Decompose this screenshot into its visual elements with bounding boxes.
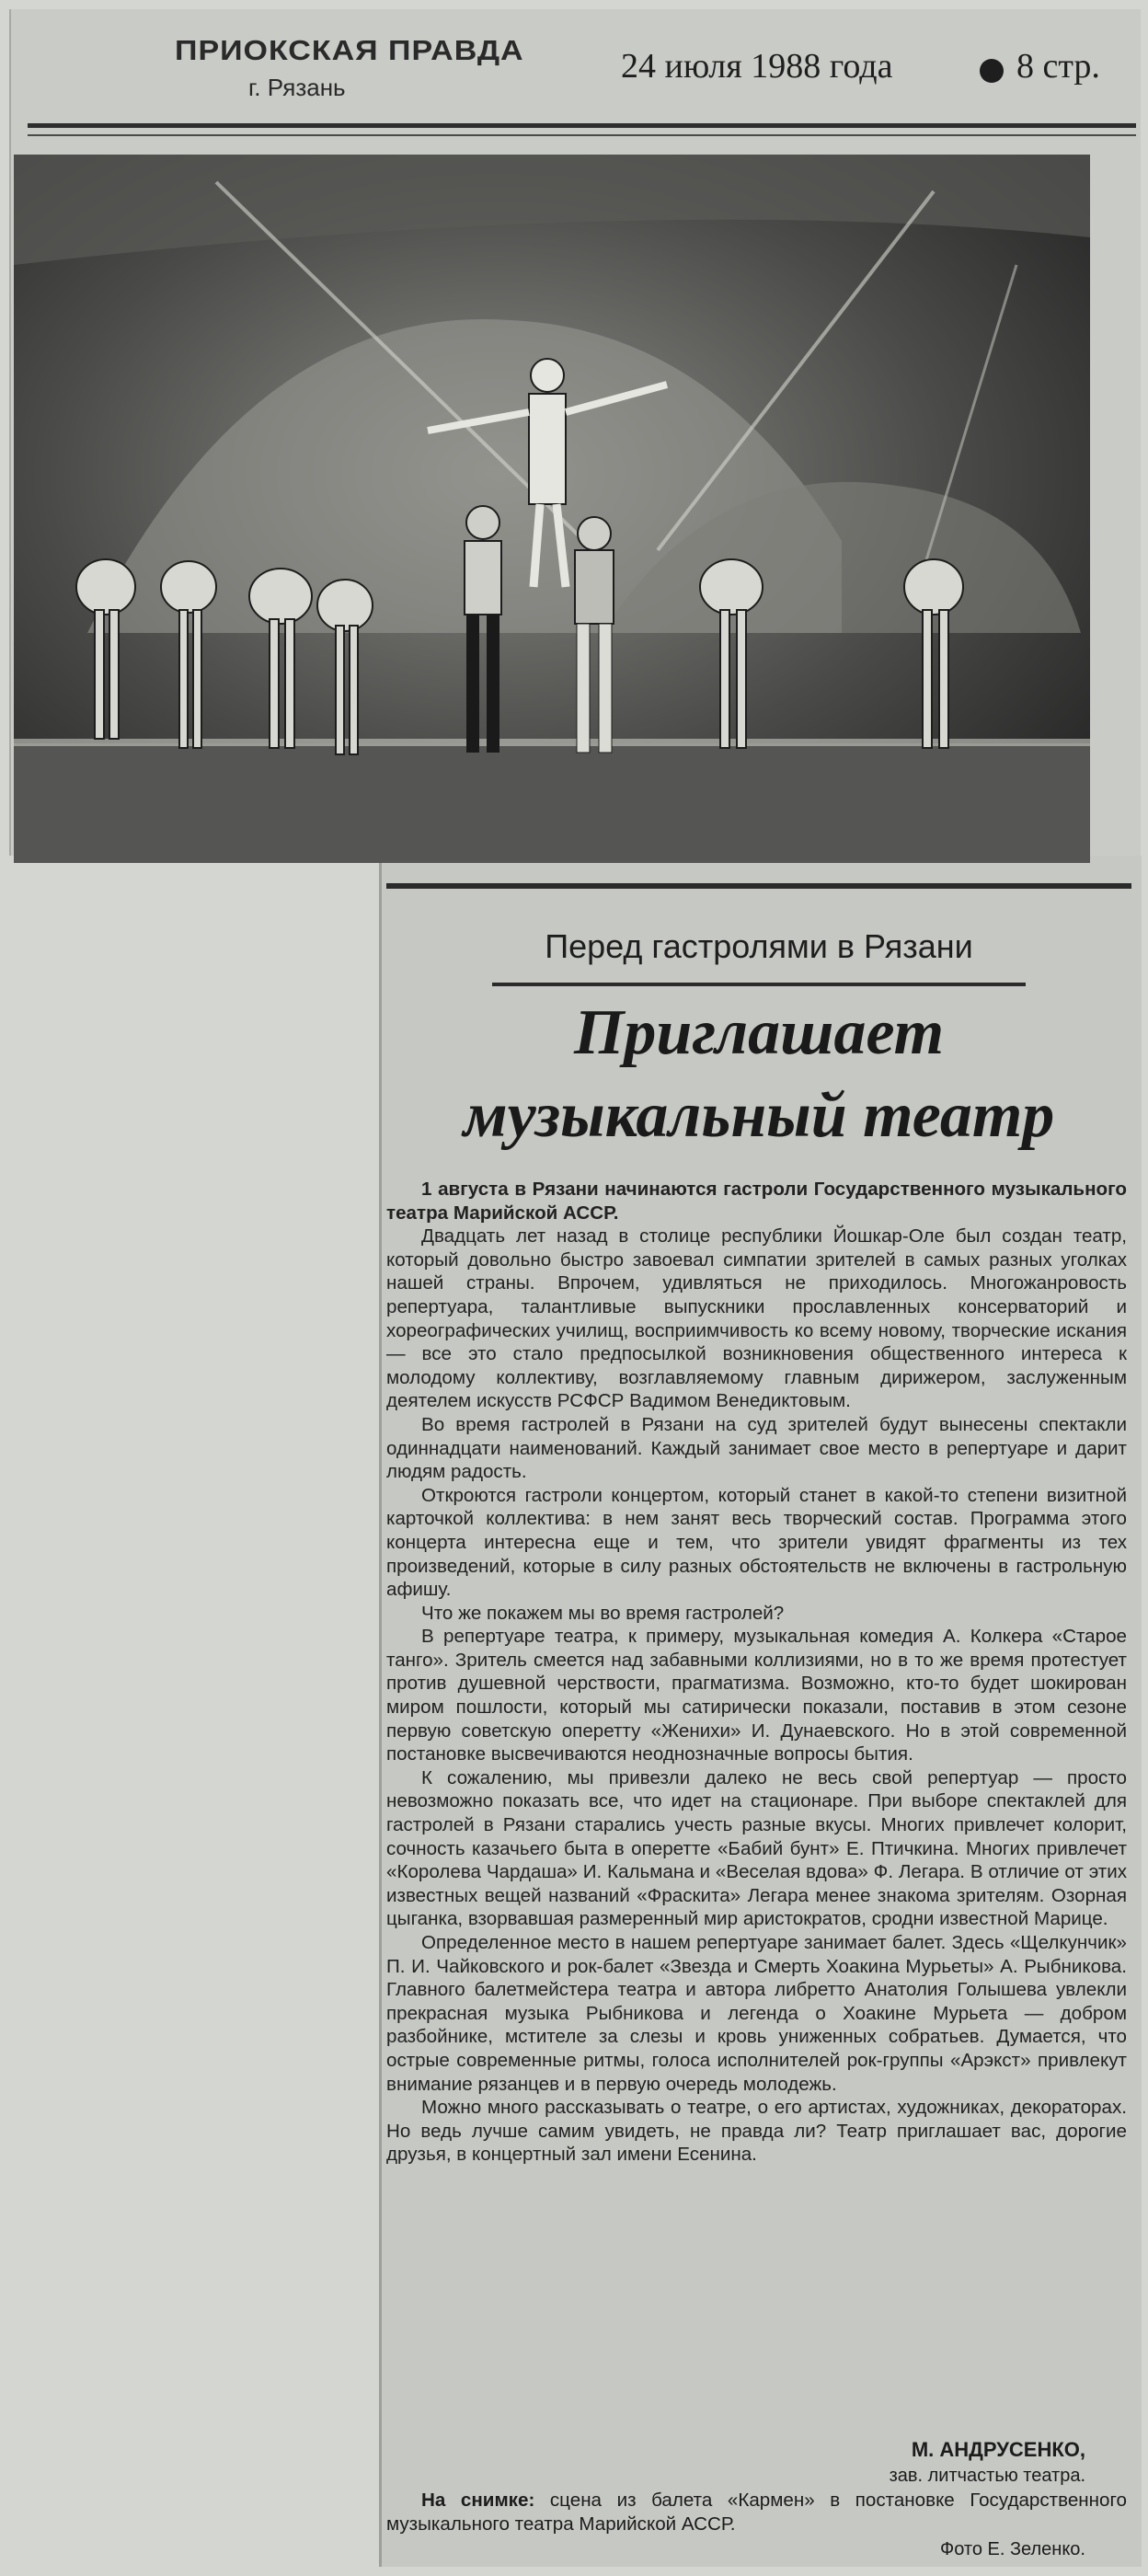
article-body [386,1178,1127,2167]
article-paragraph: Откроются гастроли концертом, который станет в какой-то степени визитной карточкой коллектива: в нем занят весь творческий состав. Программа этого концерта интересна еще и тем, что зрители увидят фрагменты из тех произведений, которые в силу разных обстоятельств не включены в гастрольную афишу. [386,1484,1127,1601]
caption-label: На снимке: [421,2490,535,2511]
article-paragraph: К сожалению, мы привезли далеко не весь свой репертуар — просто невозможно показать все, что идет на стационаре. При выборе спектаклей для гастролей в Рязани старались учесть разные вкусы. Многих привлечет колорит, сочность казачьего быта в оперетте «Бабий бунт» Е. Птичкина. Многих привлечет «Королева Чардаша» И. Кальмана и «Веселая вдова» Ф. Легара. В отличие от этих известных вещей названий «Фраскита» Легара менее знакома зрителям. Озорная цыганка, взорвавшая размеренный мир аристократов, сродни известной Марице. [386,1766,1127,1930]
article-paragraph: Во время гастролей в Рязани на суд зрителей будут вынесены спектакли одиннадцати наименований. Каждый занимает свое место в репертуаре и дарит людям радость. [386,1413,1127,1483]
photo-illustration [14,155,1090,863]
author-name: М. АНДРУСЕНКО, [911,2438,1085,2461]
masthead-rule [28,123,1136,128]
photo-credit: Фото Е. Зеленко. [940,2539,1085,2559]
article-headline [386,992,1131,1157]
masthead [28,22,1122,114]
headline-line-2: музыкальный театр [463,1080,1055,1151]
masthead-rule-thin [28,134,1136,136]
bullet-dot-icon [980,59,1004,83]
caption-text: сцена из балета «Кармен» в постановке Государственного музыкального театра Марийской АССР. [386,2490,1127,2535]
ballet-stage-photo [14,155,1090,863]
newspaper-city: г. Рязань [248,74,346,101]
photo-caption [386,2489,1127,2536]
page-count: 8 стр. [1016,47,1100,86]
article-paragraph: Двадцать лет назад в столице республики Йошкар-Оле был создан театр, который довольно быстро завоевал симпатии зрителей в самых разных уголках нашей страны. Впрочем, удивляться не приходилось. Многожанровость репертуара, талантливые выпускники прославленных консерваторий и хореографических училищ, восприимчивость ко всему новому, творческие искания — все это стало предпосылкой возникновения общественного интереса к молодому коллективу, возглавляемому главным дирижером, заслуженным деятелем искусств РСФСР Вадимом Венедиктовым. [386,1225,1127,1412]
article-paragraph: Можно много рассказывать о театре, о его артистах, художниках, декораторах. Но ведь лучше самим увидеть, не правда ли? Театр приглашает вас, дорогие друзья, в концертный зал имени Есенина. [386,2097,1127,2166]
headline-line-1: Приглашает [573,997,945,1068]
kicker-underline [492,983,1026,986]
article-top-rule [386,883,1131,889]
issue-date: 24 июля 1988 года [621,47,893,86]
article [386,883,1131,2558]
article-paragraph: Что же покажем мы во время гастролей? [421,1602,785,1624]
article-paragraph: Определенное место в нашем репертуаре занимает балет. Здесь «Щелкунчик» П. И. Чайковского и рок-балет «Звезда и Смерть Хоакина Мурьеты» А. Рыбникова. Главного балетмейстера театра и автора либретто Анатолия Голышева увлекли прекрасная музыка Рыбникова и легенда о Хоакине Мурьета — добром разбойнике, мстителе за слезы и кровь униженных собратьев. Думается, что острые современные ритмы, голоса исполнителей рок-группы «Арэкст» привлекут внимание рязанцев и в первую очередь молодежь. [386,1932,1127,2095]
author-role: зав. литчастью театра. [889,2466,1085,2486]
article-paragraph: В репертуаре театра, к примеру, музыкальная комедия А. Колкера «Старое танго». Зритель смеется над забавными коллизиями, но в то же время протестует против душевной черствости, прагматизма. Возможно, кто-то будет шокирован миром пошлости, который мы сатирически показали, поставив в этом сезоне первую советскую оперетту «Женихи» И. Дунаевского. Но в этой современной постановке высвечиваются неоднозначные вопросы бытия. [386,1626,1127,1765]
article-kicker: Перед гастролями в Рязани [545,927,973,965]
newspaper-name: ПРИОКСКАЯ ПРАВДА [175,34,524,67]
article-paragraph: 1 августа в Рязани начинаются гастроли Государственного музыкального театра Марийской АССР. [386,1179,1127,1224]
